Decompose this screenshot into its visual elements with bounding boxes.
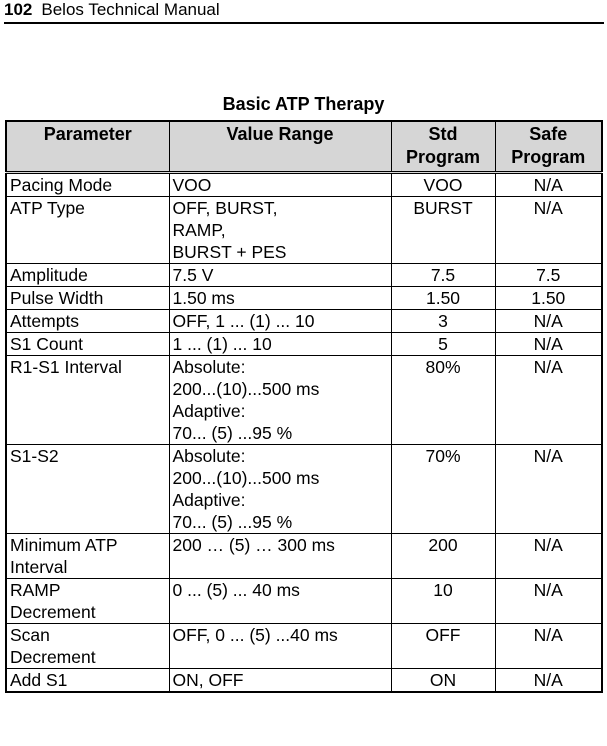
- std-program-cell: ON: [391, 669, 495, 693]
- safe-program-cell: N/A: [495, 669, 602, 693]
- table-row: [6, 356, 602, 445]
- safe-program-cell: 1.50: [495, 287, 602, 310]
- parameter-cell: S1 Count: [6, 333, 169, 356]
- page-number: 102: [4, 0, 33, 19]
- value-range-cell: 200 … (5) … 300 ms: [169, 534, 391, 579]
- std-program-cell: 3: [391, 310, 495, 333]
- table-row: [6, 579, 602, 624]
- std-program-cell: 1.50: [391, 287, 495, 310]
- table-row: [6, 264, 602, 287]
- table-row: [6, 669, 602, 693]
- value-range-cell: Absolute: 200...(10)...500 ms Adaptive: 70... (5) ...95 %: [169, 445, 391, 534]
- atp-parameter-table: [5, 120, 603, 693]
- table-row: [6, 173, 602, 197]
- table-header-row: [6, 121, 602, 173]
- table-row: [6, 197, 602, 264]
- column-header-std-program: Std Program: [391, 121, 495, 173]
- parameter-cell: Pacing Mode: [6, 173, 169, 197]
- std-program-cell: OFF: [391, 624, 495, 669]
- page-header: [4, 0, 604, 24]
- std-program-cell: 10: [391, 579, 495, 624]
- safe-program-cell: N/A: [495, 579, 602, 624]
- value-range-cell: OFF, 0 ... (5) ...40 ms: [169, 624, 391, 669]
- safe-program-cell: N/A: [495, 173, 602, 197]
- table-row: [6, 287, 602, 310]
- parameter-cell: S1-S2: [6, 445, 169, 534]
- value-range-cell: 7.5 V: [169, 264, 391, 287]
- table-row: [6, 333, 602, 356]
- std-program-cell: 5: [391, 333, 495, 356]
- safe-program-cell: N/A: [495, 445, 602, 534]
- column-header-value-range: Value Range: [169, 121, 391, 173]
- std-program-cell: 7.5: [391, 264, 495, 287]
- std-program-cell: 80%: [391, 356, 495, 445]
- value-range-cell: VOO: [169, 173, 391, 197]
- safe-program-cell: N/A: [495, 624, 602, 669]
- manual-title: Belos Technical Manual: [41, 0, 220, 19]
- table-row: [6, 534, 602, 579]
- parameter-cell: Scan Decrement: [6, 624, 169, 669]
- parameter-cell: Minimum ATP Interval: [6, 534, 169, 579]
- parameter-cell: Attempts: [6, 310, 169, 333]
- safe-program-cell: N/A: [495, 356, 602, 445]
- column-header-safe-program: Safe Program: [495, 121, 602, 173]
- column-header-parameter: Parameter: [6, 121, 169, 173]
- safe-program-cell: N/A: [495, 333, 602, 356]
- value-range-cell: 0 ... (5) ... 40 ms: [169, 579, 391, 624]
- table-title: Basic ATP Therapy: [222, 94, 385, 114]
- std-program-cell: BURST: [391, 197, 495, 264]
- value-range-cell: OFF, 1 ... (1) ... 10: [169, 310, 391, 333]
- value-range-cell: 1.50 ms: [169, 287, 391, 310]
- std-program-cell: 200: [391, 534, 495, 579]
- table-row: [6, 310, 602, 333]
- table-row: [6, 445, 602, 534]
- safe-program-cell: 7.5: [495, 264, 602, 287]
- parameter-cell: R1-S1 Interval: [6, 356, 169, 445]
- value-range-cell: ON, OFF: [169, 669, 391, 693]
- value-range-cell: Absolute: 200...(10)...500 ms Adaptive: 70... (5) ...95 %: [169, 356, 391, 445]
- parameter-cell: Add S1: [6, 669, 169, 693]
- std-program-cell: VOO: [391, 173, 495, 197]
- value-range-cell: 1 ... (1) ... 10: [169, 333, 391, 356]
- safe-program-cell: N/A: [495, 534, 602, 579]
- parameter-cell: RAMP Decrement: [6, 579, 169, 624]
- parameter-cell: Amplitude: [6, 264, 169, 287]
- safe-program-cell: N/A: [495, 197, 602, 264]
- value-range-cell: OFF, BURST, RAMP, BURST + PES: [169, 197, 391, 264]
- parameter-cell: ATP Type: [6, 197, 169, 264]
- std-program-cell: 70%: [391, 445, 495, 534]
- parameter-cell: Pulse Width: [6, 287, 169, 310]
- safe-program-cell: N/A: [495, 310, 602, 333]
- table-row: [6, 624, 602, 669]
